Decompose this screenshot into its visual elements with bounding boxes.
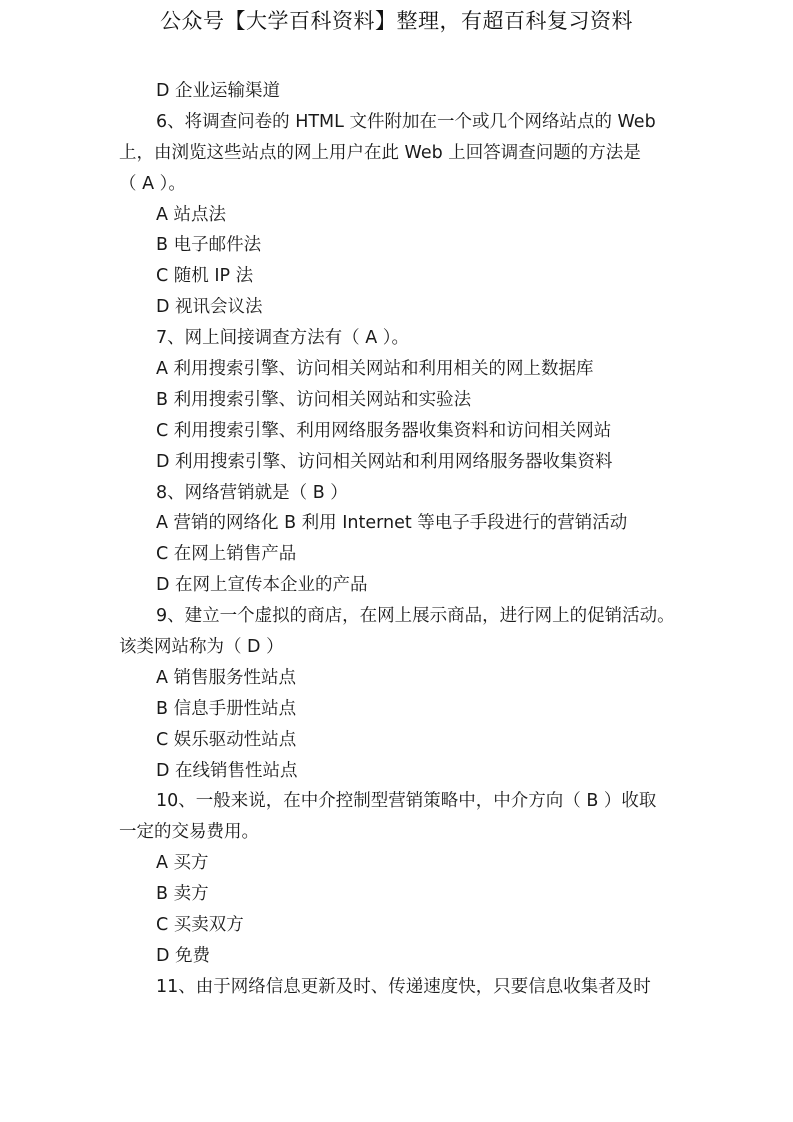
option-line: B 利用搜索引擎、访问相关网站和实验法 bbox=[156, 389, 472, 410]
question-7: 7、网上间接调查方法有（ A ）。 bbox=[156, 328, 409, 349]
question-6-line-2: 上，由浏览这些站点的网上用户在此 Web 上回答调查问题的方法是 bbox=[119, 142, 641, 163]
question-10-line-1: 10、一般来说，在中介控制型营销策略中，中介方向（ B ）收取 bbox=[156, 791, 657, 812]
option-line: C 利用搜索引擎、利用网络服务器收集资料和访问相关网站 bbox=[156, 420, 612, 441]
option-line: A 销售服务性站点 bbox=[156, 667, 297, 688]
option-line: D 在线销售性站点 bbox=[156, 760, 298, 781]
question-6-answer: （ A ）。 bbox=[119, 173, 186, 194]
option-line: B 电子邮件法 bbox=[156, 235, 262, 256]
option-line: C 买卖双方 bbox=[156, 915, 244, 936]
option-line: D 在网上宣传本企业的产品 bbox=[156, 575, 368, 596]
question-11-line-1: 11、由于网络信息更新及时、传递速度快，只要信息收集者及时 bbox=[156, 976, 651, 997]
question-6-line-1: 6、将调查问卷的 HTML 文件附加在一个或几个网络站点的 Web bbox=[156, 111, 656, 132]
question-9-line-2: 该类网站称为（ D ） bbox=[119, 637, 284, 658]
option-line: A 利用搜索引擎、访问相关网站和利用相关的网上数据库 bbox=[156, 359, 594, 380]
option-line: D 视讯会议法 bbox=[156, 297, 263, 318]
option-line: B 信息手册性站点 bbox=[156, 698, 297, 719]
text-line: D 企业运输渠道 bbox=[156, 81, 281, 101]
option-line: C 在网上销售产品 bbox=[156, 544, 297, 565]
option-line: B 卖方 bbox=[156, 884, 209, 905]
page-header: 公众号【大学百科资料】整理，有超百科复习资料 bbox=[160, 9, 633, 33]
option-line: A 买方 bbox=[156, 853, 209, 874]
question-9-line-1: 9、建立一个虚拟的商店，在网上展示商品，进行网上的促销活动。 bbox=[156, 606, 675, 627]
option-line: C 随机 IP 法 bbox=[156, 266, 254, 287]
option-line: A 营销的网络化 B 利用 Internet 等电子手段进行的营销活动 bbox=[156, 513, 628, 534]
question-8: 8、网络营销就是（ B ） bbox=[156, 482, 348, 503]
document-body bbox=[119, 76, 679, 1003]
question-10-line-2: 一定的交易费用。 bbox=[119, 822, 259, 843]
option-line: C 娱乐驱动性站点 bbox=[156, 729, 297, 750]
option-line: D 免费 bbox=[156, 945, 211, 966]
option-line: D 利用搜索引擎、访问相关网站和利用网络服务器收集资料 bbox=[156, 451, 613, 472]
option-line: A 站点法 bbox=[156, 204, 227, 225]
